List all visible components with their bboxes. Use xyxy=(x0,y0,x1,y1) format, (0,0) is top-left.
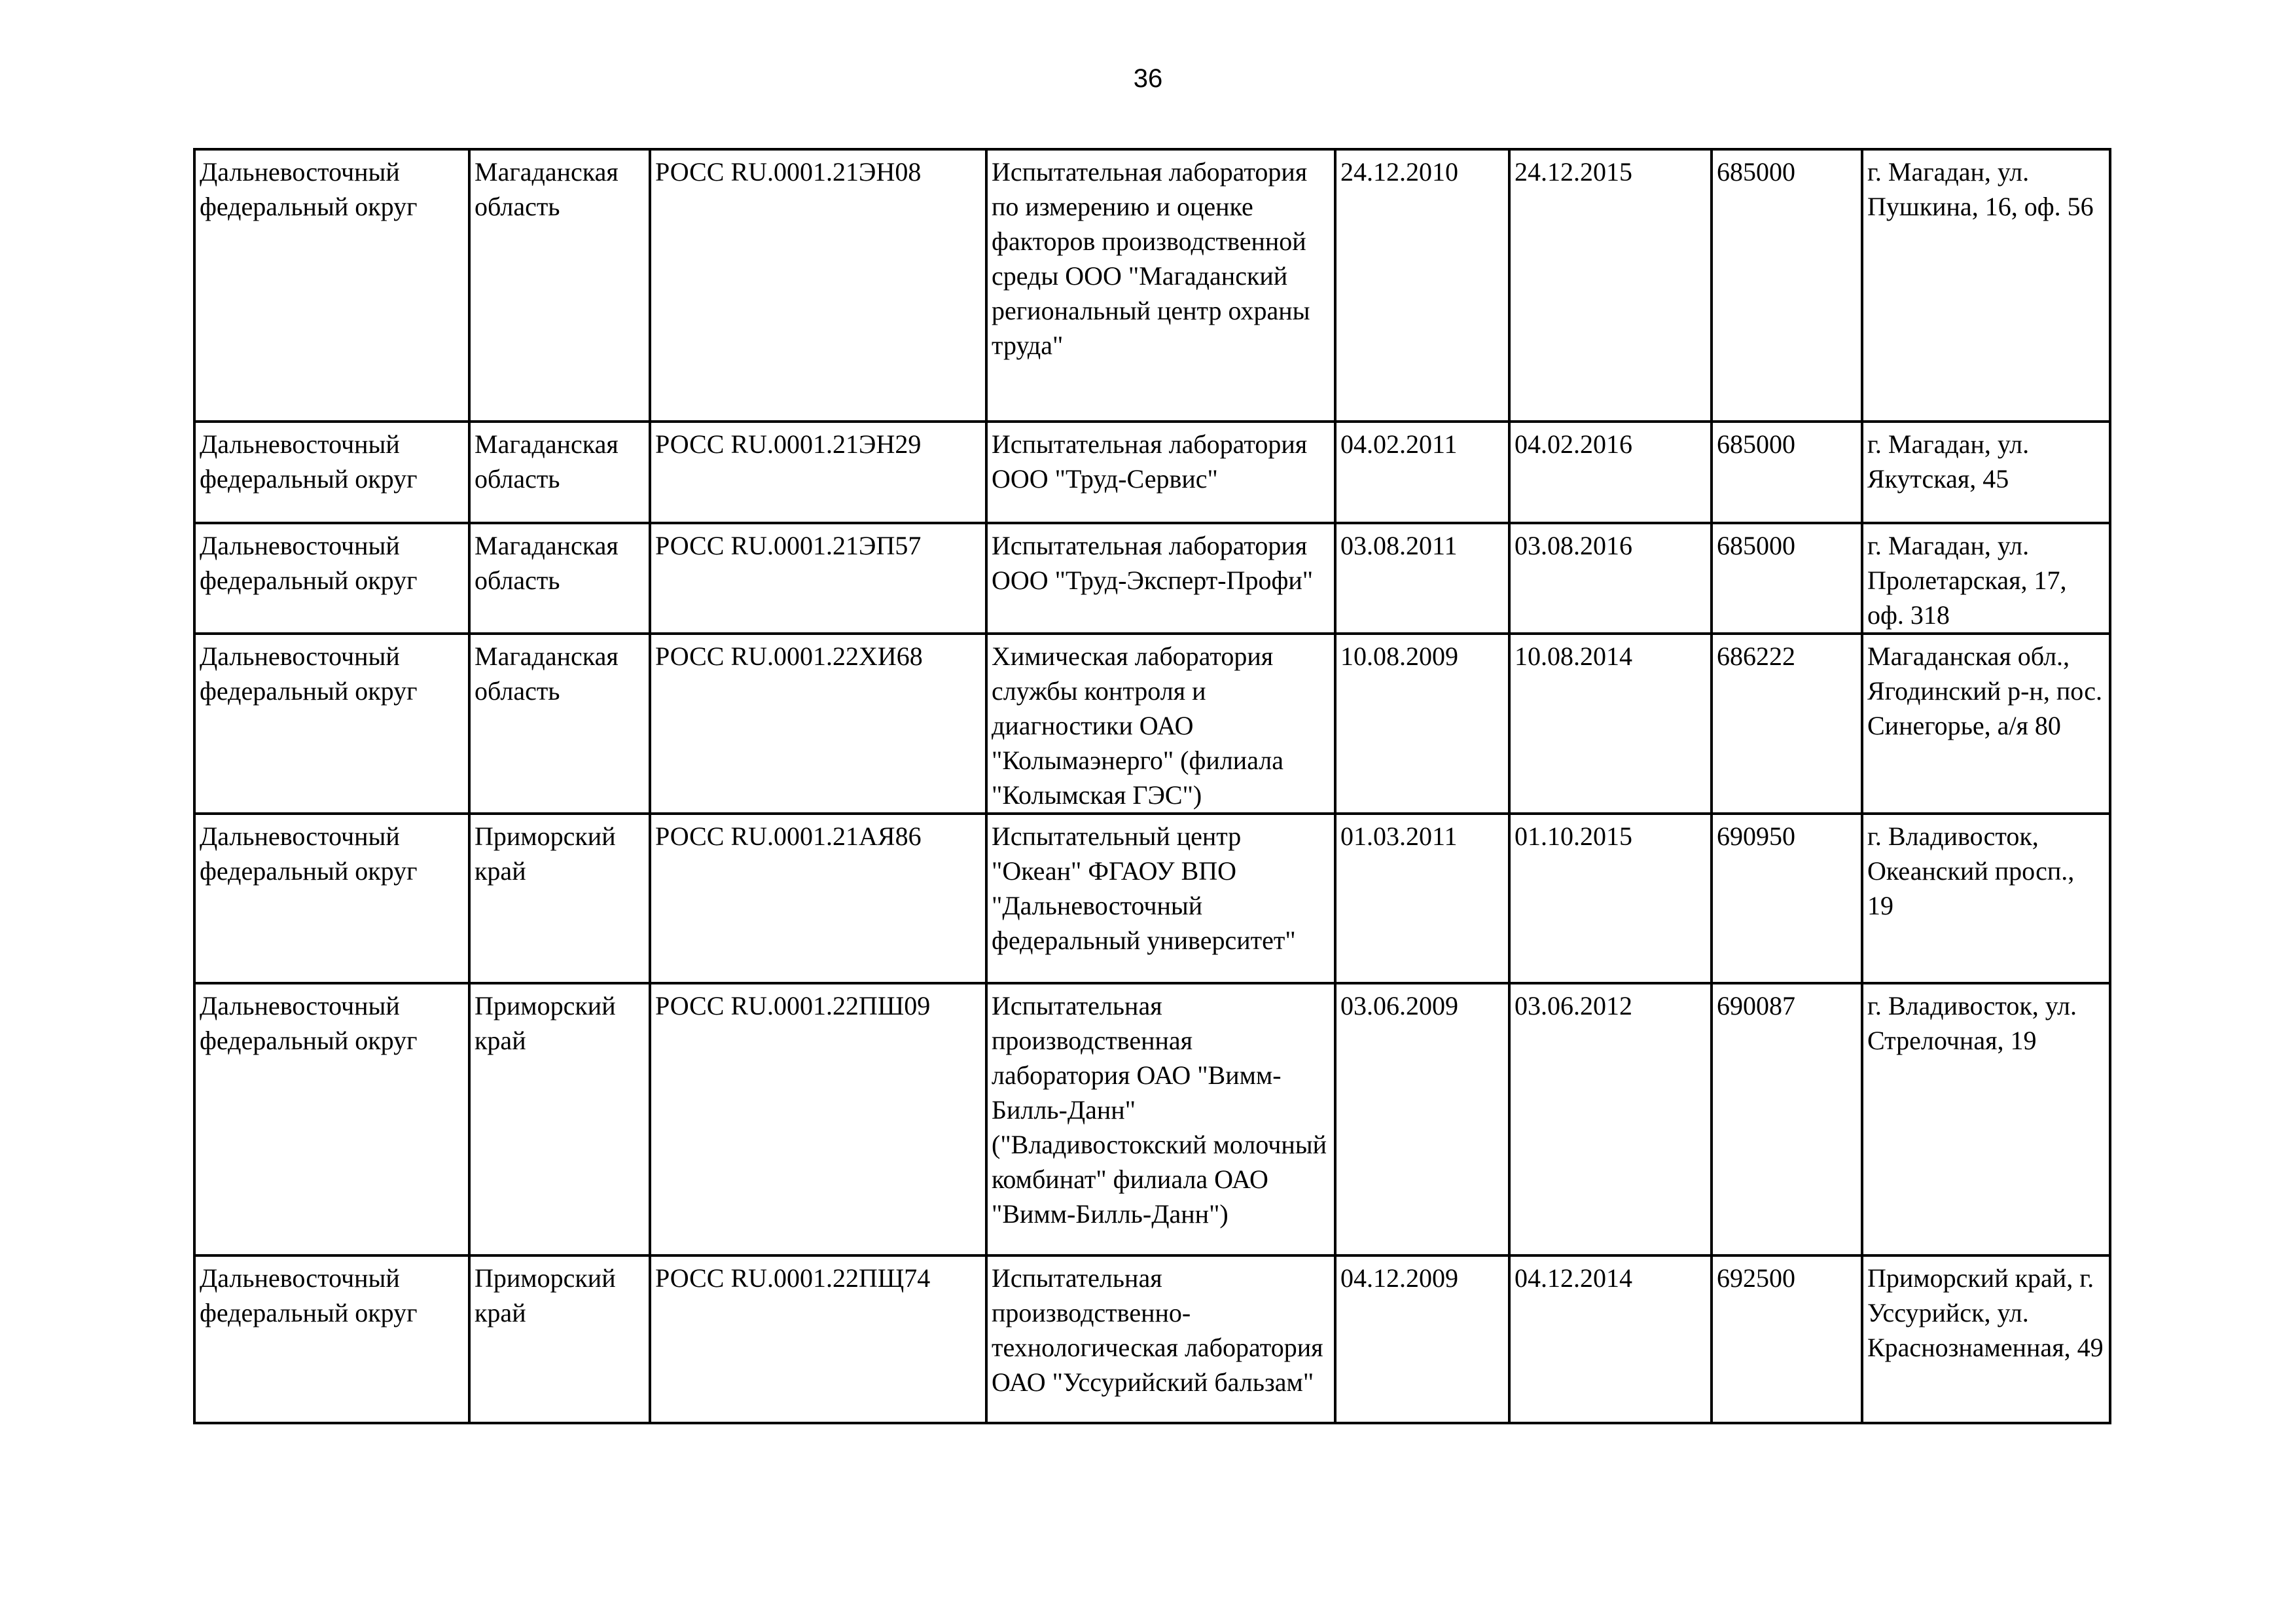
accreditation-date-cell: 10.08.2009 xyxy=(1335,634,1509,814)
postcode-cell: 690087 xyxy=(1712,983,1862,1255)
address-cell: Приморский край, г. Уссурийск, ул. Краснознаменная, 49 xyxy=(1862,1255,2110,1423)
accreditation-date-cell: 01.03.2011 xyxy=(1335,814,1509,983)
postcode-cell: 685000 xyxy=(1712,422,1862,523)
district-cell: Дальневосточный федеральный округ xyxy=(194,422,469,523)
certificate-number-cell: РОСС RU.0001.22ПЩ74 xyxy=(650,1255,986,1423)
certificate-number-cell: РОСС RU.0001.22ПШ09 xyxy=(650,983,986,1255)
certificate-number-cell: РОСС RU.0001.21ЭП57 xyxy=(650,523,986,634)
certificate-number-cell: РОСС RU.0001.21АЯ86 xyxy=(650,814,986,983)
accreditation-date-cell: 04.02.2011 xyxy=(1335,422,1509,523)
accreditation-date-cell: 04.12.2009 xyxy=(1335,1255,1509,1423)
certificate-number-cell: РОСС RU.0001.22ХИ68 xyxy=(650,634,986,814)
page-number: 36 xyxy=(1133,64,1163,93)
expiry-date-cell: 04.12.2014 xyxy=(1509,1255,1712,1423)
district-cell: Дальневосточный федеральный округ xyxy=(194,523,469,634)
region-cell: Магаданская область xyxy=(469,634,650,814)
district-cell: Дальневосточный федеральный округ xyxy=(194,1255,469,1423)
accreditation-date-cell: 24.12.2010 xyxy=(1335,149,1509,422)
table-row xyxy=(194,983,2110,1255)
postcode-cell: 690950 xyxy=(1712,814,1862,983)
district-cell: Дальневосточный федеральный округ xyxy=(194,149,469,422)
expiry-date-cell: 01.10.2015 xyxy=(1509,814,1712,983)
certificate-number-cell: РОСС RU.0001.21ЭН08 xyxy=(650,149,986,422)
table-row xyxy=(194,634,2110,814)
region-cell: Приморский край xyxy=(469,983,650,1255)
table-row xyxy=(194,422,2110,523)
laboratory-registry-table xyxy=(193,148,2111,1424)
region-cell: Магаданская область xyxy=(469,149,650,422)
region-cell: Приморский край xyxy=(469,1255,650,1423)
laboratory-name-cell: Испытательная производственно-технологическая лаборатория ОАО "Уссурийский бальзам" xyxy=(986,1255,1335,1423)
address-cell: г. Владивосток, ул. Стрелочная, 19 xyxy=(1862,983,2110,1255)
laboratory-name-cell: Испытательная производственная лаборатория ОАО "Вимм-Билль-Данн" ("Владивостокский молочный комбинат" филиала ОАО "Вимм-Билль-Данн") xyxy=(986,983,1335,1255)
address-cell: г. Магадан, ул. Пушкина, 16, оф. 56 xyxy=(1862,149,2110,422)
expiry-date-cell: 24.12.2015 xyxy=(1509,149,1712,422)
expiry-date-cell: 04.02.2016 xyxy=(1509,422,1712,523)
district-cell: Дальневосточный федеральный округ xyxy=(194,634,469,814)
laboratory-name-cell: Испытательная лаборатория ООО "Труд-Эксперт-Профи" xyxy=(986,523,1335,634)
laboratory-name-cell: Испытательная лаборатория по измерению и оценке факторов производственной среды ООО "Магаданский региональный центр охраны труда" xyxy=(986,149,1335,422)
postcode-cell: 685000 xyxy=(1712,149,1862,422)
district-cell: Дальневосточный федеральный округ xyxy=(194,814,469,983)
table-row xyxy=(194,1255,2110,1423)
certificate-number-cell: РОСС RU.0001.21ЭН29 xyxy=(650,422,986,523)
table-row xyxy=(194,814,2110,983)
expiry-date-cell: 03.06.2012 xyxy=(1509,983,1712,1255)
postcode-cell: 686222 xyxy=(1712,634,1862,814)
address-cell: г. Владивосток, Океанский просп., 19 xyxy=(1862,814,2110,983)
accreditation-date-cell: 03.06.2009 xyxy=(1335,983,1509,1255)
expiry-date-cell: 03.08.2016 xyxy=(1509,523,1712,634)
postcode-cell: 692500 xyxy=(1712,1255,1862,1423)
postcode-cell: 685000 xyxy=(1712,523,1862,634)
expiry-date-cell: 10.08.2014 xyxy=(1509,634,1712,814)
table-row xyxy=(194,149,2110,422)
region-cell: Приморский край xyxy=(469,814,650,983)
region-cell: Магаданская область xyxy=(469,523,650,634)
address-cell: г. Магадан, ул. Якутская, 45 xyxy=(1862,422,2110,523)
laboratory-name-cell: Испытательная лаборатория ООО "Труд-Сервис" xyxy=(986,422,1335,523)
address-cell: Магаданская обл., Ягодинский р-н, пос. Синегорье, а/я 80 xyxy=(1862,634,2110,814)
address-cell: г. Магадан, ул. Пролетарская, 17, оф. 318 xyxy=(1862,523,2110,634)
accreditation-date-cell: 03.08.2011 xyxy=(1335,523,1509,634)
district-cell: Дальневосточный федеральный округ xyxy=(194,983,469,1255)
table-row xyxy=(194,523,2110,634)
laboratory-name-cell: Химическая лаборатория службы контроля и диагностики ОАО "Колымаэнерго" (филиала "Колымская ГЭС") xyxy=(986,634,1335,814)
laboratory-name-cell: Испытательный центр "Океан" ФГАОУ ВПО "Дальневосточный федеральный университет" xyxy=(986,814,1335,983)
region-cell: Магаданская область xyxy=(469,422,650,523)
